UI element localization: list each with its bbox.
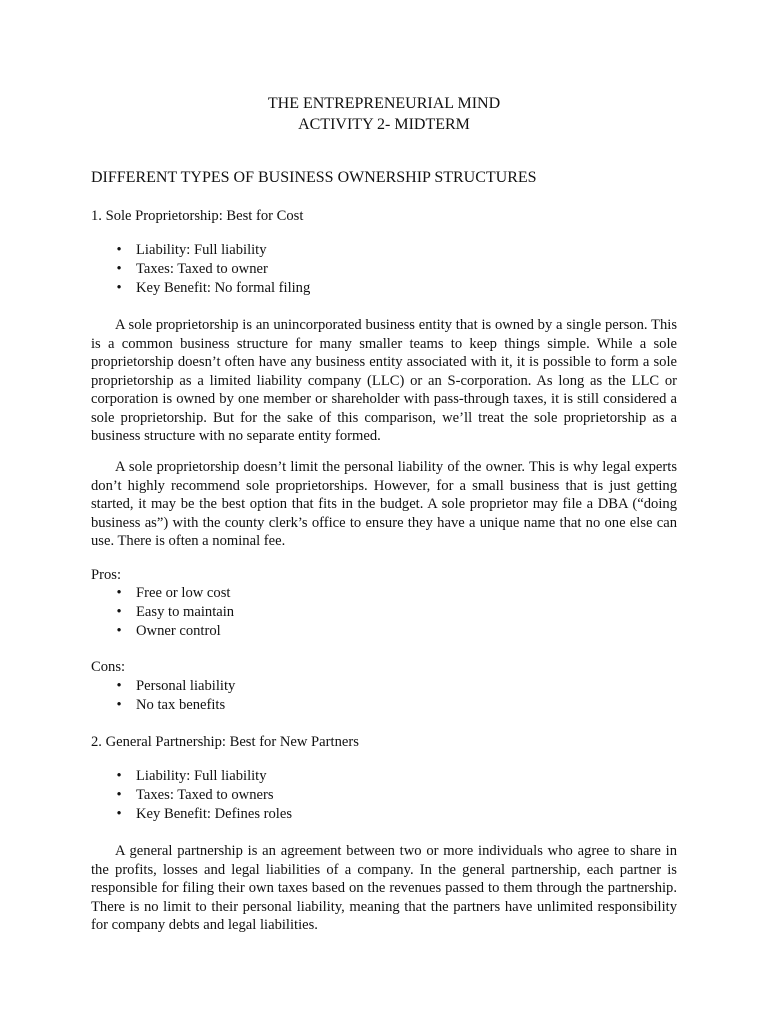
list-item: • Easy to maintain [91, 603, 677, 622]
section2-bullet-list [91, 767, 677, 824]
list-item: • Key Benefit: Defines roles [91, 805, 677, 824]
list-item: • Free or low cost [91, 584, 677, 603]
list-item: • Liability: Full liability [91, 767, 677, 786]
cons-list [91, 677, 677, 715]
section2-title: 2. General Partnership: Best for New Partners [91, 734, 359, 750]
section2-paragraph-1: A general partnership is an agreement between two or more individuals who agree to share in the profits, losses and legal liabilities of a company. In the general partnership, each partner is responsible for filing their own taxes based on the revenues passed to them through the partnership. There is no limit to their personal liability, meaning that the partners have unlimited responsibility for company debts and legal liabilities. [91, 843, 677, 933]
list-item: • Liability: Full liability [91, 241, 677, 260]
bullet-icon: • [116, 242, 122, 258]
pros-label: Pros: [91, 567, 122, 583]
list-item: • No tax benefits [91, 696, 677, 715]
bullet-icon: • [116, 280, 122, 296]
section-heading: DIFFERENT TYPES OF BUSINESS OWNERSHIP STRUCTURES [91, 169, 537, 186]
bullet-icon: • [116, 678, 122, 694]
bullet-icon: • [116, 697, 122, 713]
section1-paragraph-2: A sole proprietorship doesn’t limit the personal liability of the owner. This is why legal experts don’t highly recommend sole proprietorships. However, for a small business that is just getting started, it may be the best option that fits in the budget. A sole proprietor may file a DBA (“doing business as”) with the county clerk’s office to ensure they have a unique name that no one else can use. There is often a nominal fee. [91, 459, 677, 549]
section1-paragraph-1: A sole proprietorship is an unincorporated business entity that is owned by a single person. This is a common business structure for many smaller teams to keep things simple. While a sole proprietorship doesn’t often have any business entity associated with it, it is possible to form a sole proprietorship as a limited liability company (LLC) or an S-corporation. As long as the LLC or corporation is owned by one member or shareholder with pass-through taxes, it is still considered a sole proprietorship. But for the sake of this comparison, we’ll treat the sole proprietorship as a business structure with no separate entity formed. [91, 317, 677, 444]
bullet-icon: • [116, 261, 122, 277]
bullet-icon: • [116, 806, 122, 822]
bullet-icon: • [116, 585, 122, 601]
section1-bullet-list [91, 241, 677, 298]
pros-list [91, 584, 677, 641]
list-item: • Personal liability [91, 677, 677, 696]
list-item: • Taxes: Taxed to owners [91, 786, 677, 805]
list-item: • Key Benefit: No formal filing [91, 279, 677, 298]
section1-title: 1. Sole Proprietorship: Best for Cost [91, 208, 304, 224]
list-item: • Taxes: Taxed to owner [91, 260, 677, 279]
bullet-icon: • [116, 768, 122, 784]
bullet-icon: • [116, 604, 122, 620]
document-subtitle: ACTIVITY 2- MIDTERM [298, 116, 470, 133]
bullet-icon: • [116, 787, 122, 803]
bullet-icon: • [116, 623, 122, 639]
document-title: THE ENTREPRENEURIAL MIND [267, 95, 501, 112]
list-item: • Owner control [91, 622, 677, 641]
cons-label: Cons: [91, 659, 126, 675]
